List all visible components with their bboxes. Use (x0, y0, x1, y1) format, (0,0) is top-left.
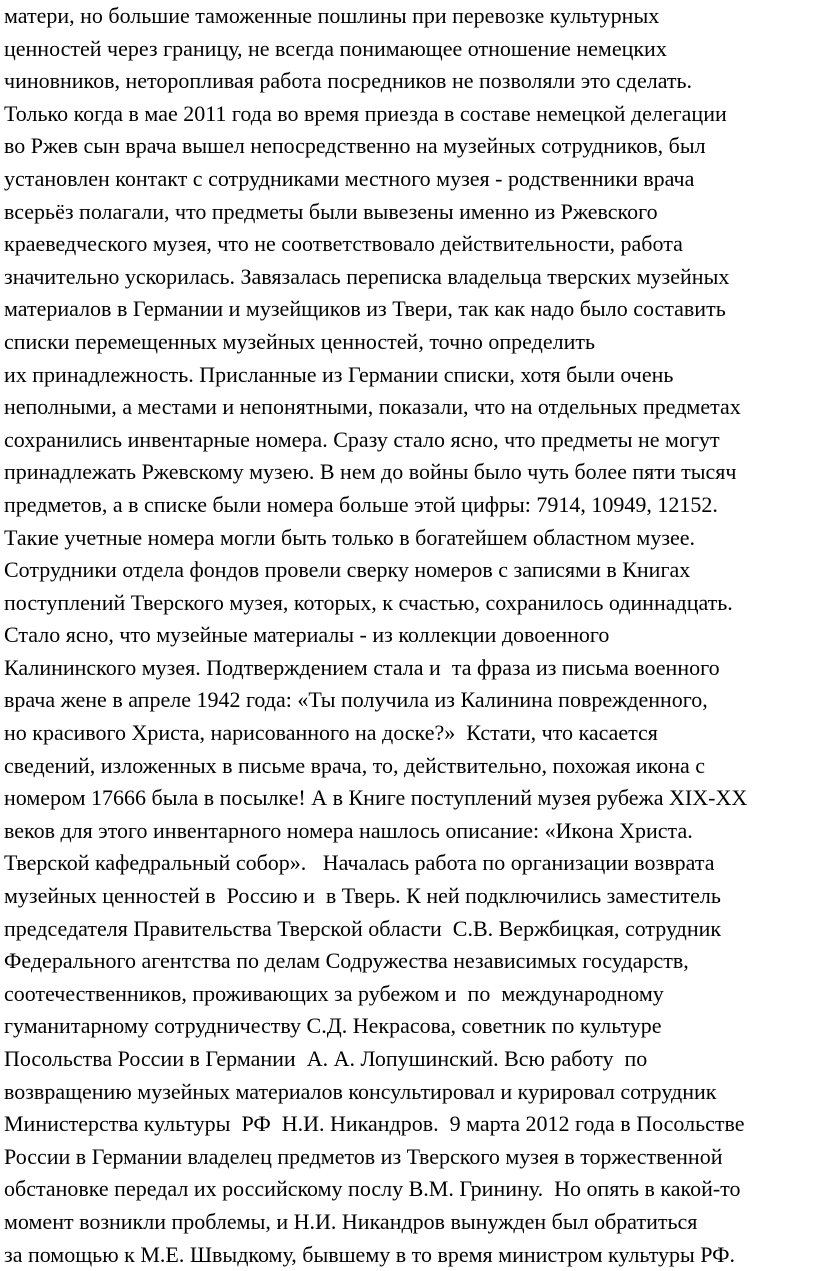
text-line: принадлежать Ржевскому музею. В нем до войны было чуть более пяти тысяч (4, 459, 737, 485)
text-line: веков для этого инвентарного номера нашлось описание: «Икона Христа. (4, 817, 693, 843)
text-line: Только когда в мае 2011 года во время приезда в составе немецкой делегации (4, 100, 727, 126)
text-line: Такие учетные номера могли быть только в богатейшем областном музее. (4, 524, 696, 550)
text-line: сведений, изложенных в письме врача, то, действительно, похожая икона с (4, 752, 706, 778)
text-line: чиновников, неторопливая работа посредников не позволяли это сделать. (4, 68, 693, 94)
text-line: Сотрудники отдела фондов провели сверку номеров с записями в Книгах (4, 557, 691, 583)
text-line: Калининского музея. Подтверждением стала и та фраза из письма военного (4, 654, 720, 680)
text-line: сохранились инвентарные номера. Сразу стало ясно, что предметы не могут (4, 426, 720, 452)
text-line: за помощью к М.Е. Швыдкому, бывшему в то время министром культуры РФ. (4, 1241, 735, 1267)
text-line: всерьёз полагали, что предметы были вывезены именно из Ржевского (4, 198, 658, 224)
document-body-text (4, 0, 814, 1271)
text-line: Посольства России в Германии А. А. Лопушинский. Всю работу по (4, 1046, 648, 1071)
text-line: значительно ускорилась. Завязалась переписка владельца тверских музейных (4, 263, 730, 289)
text-line: материалов в Германии и музейщиков из Твери, так как надо было составить (4, 296, 726, 322)
text-line: соотечественников, проживающих за рубежом и по международному (4, 980, 664, 1006)
text-line: установлен контакт с сотрудниками местного музея - родственники врача (4, 165, 695, 191)
text-line: Стало ясно, что музейные материалы - из коллекции довоенного (4, 622, 610, 648)
text-line: ценностей через границу, не всегда понимающее отношение немецких (4, 35, 667, 61)
text-line: музейных ценностей в Россию и в Тверь. К ней подключились заместитель (4, 883, 721, 909)
text-line: возвращению музейных материалов консультировал и курировал сотрудник (4, 1078, 717, 1104)
text-line: неполными, а местами и непонятными, показали, что на отдельных предметах (4, 394, 741, 420)
text-line: Тверской кафедральный собор». Началась работа по организации возврата (4, 850, 715, 876)
text-line: краеведческого музея, что не соответствовало действительности, работа (4, 231, 683, 257)
text-line: номером 17666 была в посылке! А в Книге поступлений музея рубежа XIX-XX (4, 785, 748, 811)
text-line: Федерального агентства по делам Содружества независимых государств, (4, 948, 689, 974)
text-line: Министерства культуры РФ Н.И. Никандров. 9 марта 2012 года в Посольстве (4, 1111, 745, 1137)
text-line: момент возникли проблемы, и Н.И. Никандров вынужден был обратиться (4, 1208, 698, 1234)
text-line: поступлений Тверского музея, которых, к счастью, сохранилось одиннадцать. (4, 589, 733, 615)
text-line: их принадлежность. Присланные из Германии списки, хотя были очень (4, 361, 674, 387)
text-line: России в Германии владелец предметов из Тверского музея в торжественной (4, 1143, 723, 1169)
text-line: матери, но большие таможенные пошлины при перевозке культурных (4, 3, 660, 28)
text-line: предметов, а в списке были номера больше этой цифры: 7914, 10949, 12152. (4, 491, 718, 517)
text-line: обстановке передал их российскому послу В.М. Гринину. Но опять в какой-то (4, 1176, 741, 1202)
text-line: врача жене в апреле 1942 года: «Ты получила из Калинина поврежденного, (4, 687, 708, 713)
text-line: во Ржев сын врача вышел непосредственно на музейных сотрудников, был (4, 133, 706, 159)
text-line: председателя Правительства Тверской области С.В. Вержбицкая, сотрудник (4, 915, 722, 941)
text-line: но красивого Христа, нарисованного на доске?» Кстати, что касается (4, 720, 658, 746)
text-line: гуманитарному сотрудничеству С.Д. Некрасова, советник по культуре (4, 1013, 662, 1039)
text-line: списки перемещенных музейных ценностей, точно определить (4, 328, 596, 354)
